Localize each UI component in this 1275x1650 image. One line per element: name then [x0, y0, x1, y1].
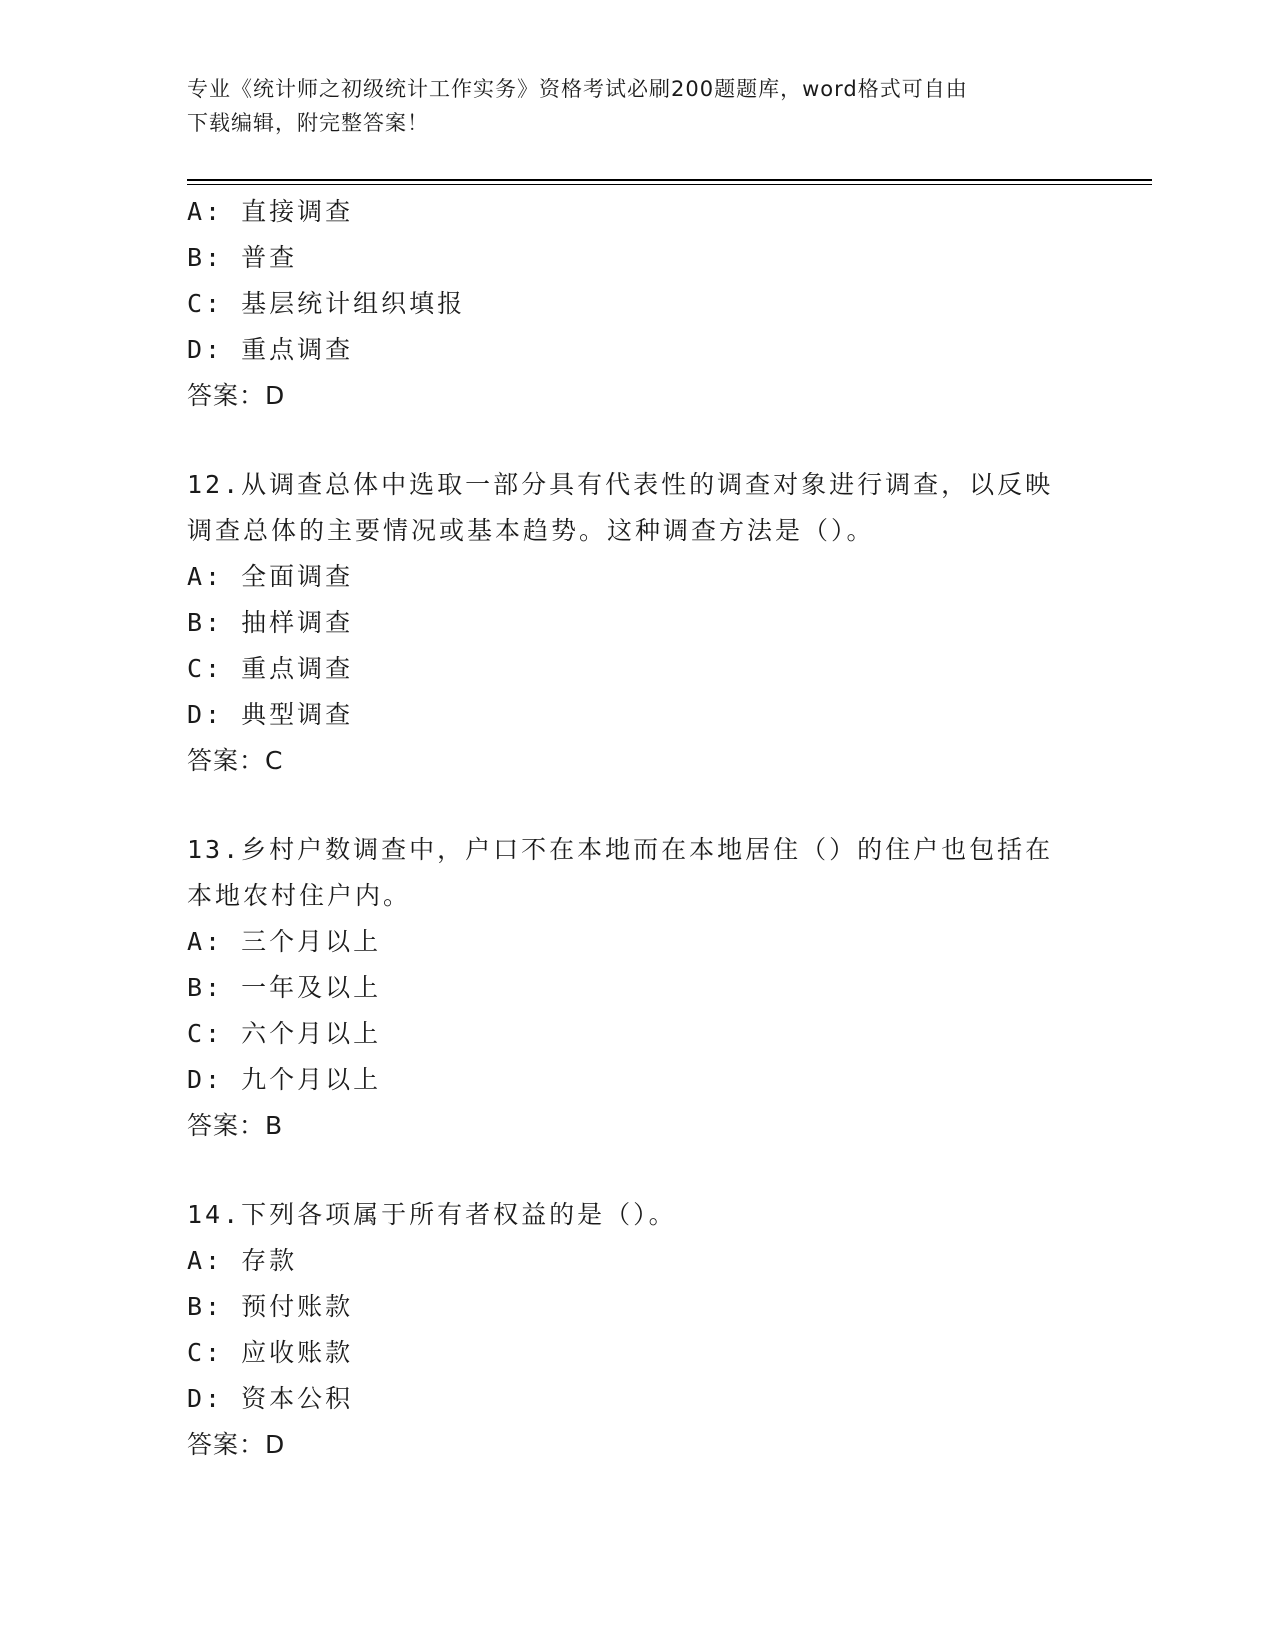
option-b: B: 预付账款 [187, 1292, 354, 1321]
option-b: B: 普查 [187, 243, 298, 272]
option-a: A: 直接调查 [187, 197, 354, 226]
answer: 答案：D [187, 1430, 286, 1459]
answer: 答案：C [187, 746, 284, 775]
question-stem-line-1: 12.从调查总体中选取一部分具有代表性的调查对象进行调查，以反映 [187, 470, 1054, 499]
option-d: D: 重点调查 [187, 335, 354, 364]
option-c: C: 基层统计组织填报 [187, 289, 466, 318]
header-line-1: 专业《统计师之初级统计工作实务》资格考试必刷200题题库，word格式可自由 [187, 77, 968, 101]
option-a: A: 三个月以上 [187, 927, 382, 956]
question-stem-line-1: 13.乡村户数调查中，户口不在本地而在本地居住（）的住户也包括在 [187, 835, 1054, 864]
option-d: D: 典型调查 [187, 700, 354, 729]
header-rule-thin [187, 184, 1152, 185]
option-b: B: 一年及以上 [187, 973, 382, 1002]
option-a: A: 全面调查 [187, 562, 354, 591]
question-11 [187, 189, 1087, 419]
question-13 [187, 827, 1087, 1149]
option-b: B: 抽样调查 [187, 608, 354, 637]
answer: 答案：D [187, 381, 286, 410]
option-c: C: 六个月以上 [187, 1019, 382, 1048]
header-line-2: 下载编辑，附完整答案！ [187, 111, 429, 135]
document-header [187, 72, 1067, 140]
question-14 [187, 1192, 1087, 1468]
option-c: C: 重点调查 [187, 654, 354, 683]
option-d: D: 资本公积 [187, 1384, 354, 1413]
option-a: A: 存款 [187, 1246, 298, 1275]
option-d: D: 九个月以上 [187, 1065, 382, 1094]
question-stem-line-2: 本地农村住户内。 [187, 881, 412, 910]
option-c: C: 应收账款 [187, 1338, 354, 1367]
header-rule-thick [187, 179, 1152, 181]
question-list [187, 189, 1087, 1468]
question-stem-line-1: 14.下列各项属于所有者权益的是（）。 [187, 1200, 677, 1229]
answer: 答案：B [187, 1111, 284, 1140]
question-12 [187, 462, 1087, 784]
question-stem-line-2: 调查总体的主要情况或基本趋势。这种调查方法是（）。 [187, 516, 875, 545]
